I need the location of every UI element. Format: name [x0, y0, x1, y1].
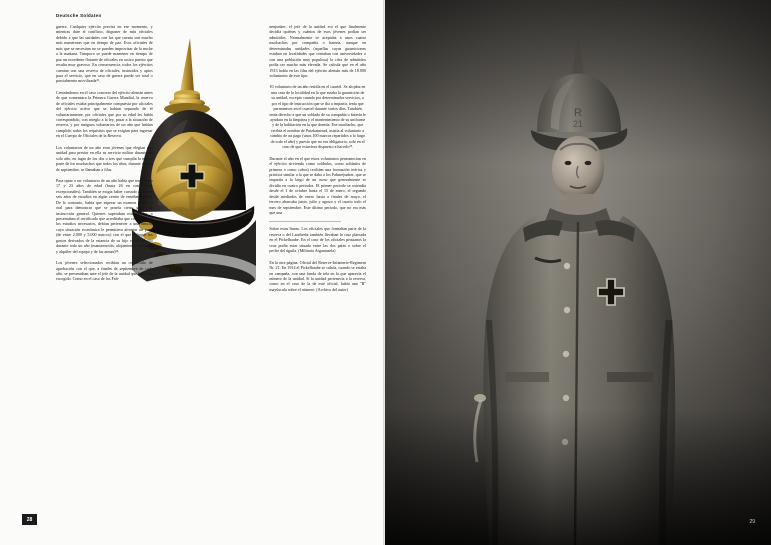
paragraph: El voluntario de un año residía en el cuartel. Se alojaba en una casa de la localidad en la que estaba la guarnición de su unidad, excepto cuando por determinados servicios, o por el tipo de instrucción que se iba a impartir, tenía que permanecer en el cuartel durante varios días. También tenía derecho a que un soldado de su compañía o batería le ayudara en la limpieza y el mantenimiento de su uniforme y de la habitación en la que dormía. Ese muchacho, que recibía el nombre de Putzkamerad, asistía al voluntario a cambio de un pago (unos 100 marcos repartidos a lo largo de todo el año) y puesto que no era obligatorio, solo en el caso de que estuviera dispuesto a hacerlo²⁵.	[269, 84, 366, 150]
paragraph: guerra. Cualquier ejército precisa en ese momento, y mientras dure el conflicto, disponer de más oficiales debido a que las unidades con las que cuenta son mucho más numerosas que en tiempo de paz. Esos oficiales de más que se necesitan no se pueden improvisar de la noche a la mañana. Tampoco se puede mantener en tiempo de paz un excedente flotante de oficiales en activo puesto que resulta muy gravoso. En consecuencia, todos los ejércitos cuentan con una reserva de oficiales, instruidos y aptos para el servicio, que en caso de guerra puede ser total o parcialmente movilizada²³.	[56, 24, 153, 84]
paragraph: nenjunker, el jefe de la unidad era el que finalmente decidía quiénes y cuántos de esos jóvenes podían ser admitidos. Normalmente se aceptaba a unos cuatro muchachos por compañía o batería, aunque en determinadas unidades (aquellas cuyas guarniciones estaban en localidades que contaban con universidades o con una población muy populosa) la cifra de admitidos podía ser mucho más elevada. Se calcula que en el año 1913 había en las filas del ejército alemán más de 18.000 voluntarios de este tipo.	[269, 24, 367, 78]
column-1	[56, 24, 153, 494]
column-3	[269, 24, 366, 494]
left-page	[0, 0, 385, 545]
paragraph: Los jóvenes seleccionados recibían un certificado de aprobación con el que, a finales de septiembre de cada año, se presentaban ante el jefe de la unidad que hubieran escogido. Como en el caso de los Fah-	[56, 260, 153, 282]
footnote: Sobre estas líneas. Los oficiales que formaban parte de la reserva o del Landwehr también llevaban la cruz plateada en el Pickelhaube. En el caso de los oficiales prusianos la cruz podía estar situada entre las dos patas o sobre el pecho del águila. (Militaria Argantasela)	[269, 226, 367, 254]
paragraph: Los voluntarios de un año eran jóvenes que elegían una unidad para prestar en ella su servicio militar durante un solo año, en lugar de los dos o tres que cumplía la mayor parte de los muchachos que todos los años, durante el mes de septiembre, se llamaban a filas.	[56, 144, 153, 172]
officer-portrait-photo	[385, 0, 771, 545]
footnote: En la otra página. Oficial del Reserve-Infanterie-Regiment Nr. 21. En 1914 el Pickelhaube se cubría, cuando se estaba en campaña, con una funda de tela en la que aparecía el número de la unidad. Si la unidad pertenecía a la reserva, como en el caso de la de este oficial, había una "R" mayúscula sobre el número. (Archivo del autor)	[269, 259, 367, 292]
footnote-divider	[269, 221, 341, 222]
paragraph: Durante el año en el que estos voluntarios permanecían en el ejército sirviendo como soldados, como soldados de primera o como cabos) recibían una formación teórica y práctica similar a la que se daba a los Fahnrejunker, que se impartía a lo largo de un curso que generalmente se dividía en cuatro periodos. El primer periodo se extendía desde el 1 de octubre hasta el 15 de enero, el segundo desde mediados de enero hasta a finales de mayo, el tercero abarcaba junio, julio y agosto y el cuarto todo el mes de septiembre. Este último periodo, que no era más que una	[269, 155, 367, 215]
column-2	[163, 24, 260, 494]
text-columns	[56, 24, 366, 494]
page-number-right: 29	[749, 519, 755, 525]
right-page	[385, 0, 771, 545]
running-head: Deutsche Soldaten	[56, 13, 102, 18]
page-number-left: 28	[22, 514, 37, 525]
paragraph: Centrándonos en el caso concreto del ejército alemán antes de que comenzara la Primera Guerra Mundial, la reserva de oficiales estaba principalmente compuesta por oficiales del ejército activo que se habían separado de él voluntariamente, por oficiales que por su edad les había correspondido, con arreglo a la ley, pasar a la situación de reserva, y por antiguos voluntarios de un año que habían cumplido todos los requisitos que se exigían para ingresar en el Cuerpo de Oficiales de la Reserva.	[56, 89, 153, 139]
paragraph: Para optar a ser voluntario de un año había que tener entre 17 y 23 años de edad (hasta 26 en casos muy excepcionales). También se exigía haber cursado al menos seis años de estudios en algún centro de enseñanza civil. De lo contrario, había que superar un examen escrito y oral para demostrar que se poseía cierto grado de instrucción general. Quienes superaban esta prueba, o presentaban el certificado que acreditaba que contaban con los estudios necesarios, debían pertenecer a una familia cuya situación económica le permitiera afrontar un pago (de entre 2.000 y 5.000 marcos) con el que sufragar los gastos derivados de la estancia de su hijo en el ejército durante todo un año (manutención, alojamiento, vestuario y alquiler del equipo y de las armas)²⁴.	[56, 177, 153, 254]
